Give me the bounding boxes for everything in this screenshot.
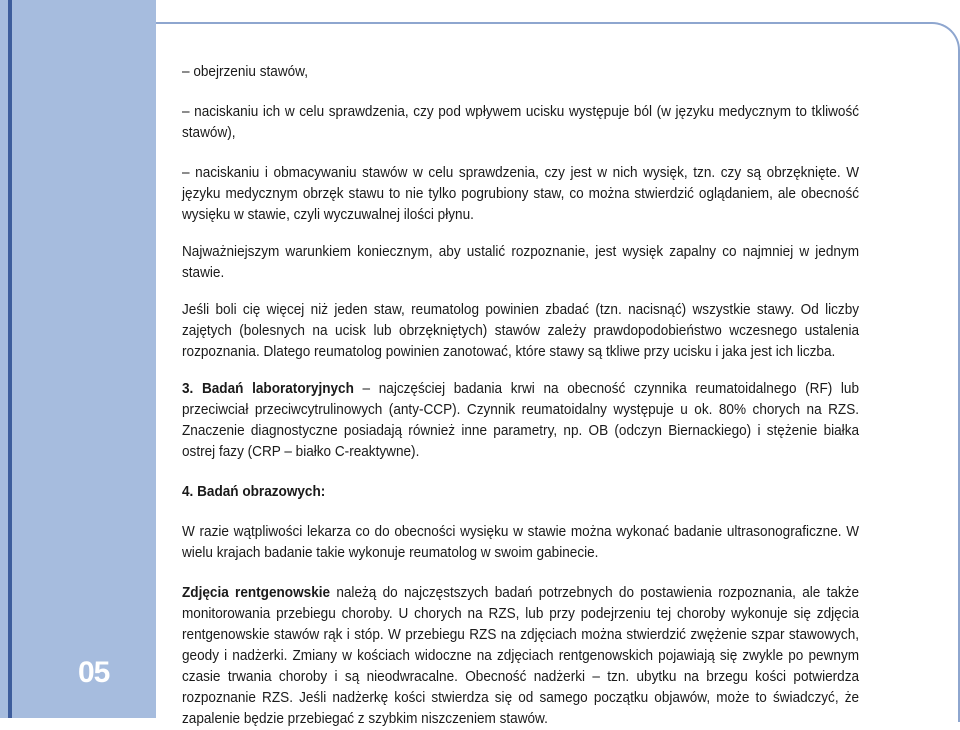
paragraph-key-condition: Najważniejszym warunkiem koniecznym, aby ustalić rozpoznanie, jest wysięk zapalny co najmniej w jednym stawie. xyxy=(182,244,860,281)
body-text xyxy=(182,62,859,730)
paragraph-xray xyxy=(182,583,859,730)
left-margin-band xyxy=(0,0,156,718)
list-item: – naciskaniu ich w celu sprawdzenia, czy pod wpływem ucisku występuje ból (w języku medycznym to tkliwość stawów), xyxy=(182,104,860,141)
paragraph-ultrasound: W razie wątpliwości lekarza co do obecności wysięku w stawie można wykonać badanie ultrasonograficzne. W wielu krajach badanie takie wykonuje reumatolog w swoim gabinecie. xyxy=(182,524,860,561)
list-item: – obejrzeniu stawów, xyxy=(182,64,309,80)
section-laboratory xyxy=(182,379,859,463)
list-item: – naciskaniu i obmacywaniu stawów w celu sprawdzenia, czy jest w nich wysięk, tzn. czy są obrzęknięte. W języku medycznym obrzęk stawu to nie tylko pogrubiony staw, co można stwierdzić oglądaniem, ale obecność wysięku w stawie, czyli wyczuwalnej ilości płynu. xyxy=(182,165,860,223)
section-heading-laboratory: 3. Badań laboratoryjnych xyxy=(182,381,354,397)
section-text-laboratory: – najczęściej badania krwi na obecność czynnika reumatoidalnego (RF) lub przeciwciał przeciwcytrulinowych (anty-CCP). Czynnik reumatoidalny występuje u ok. 80% chorych na RZS. Znaczenie diagnostyczne posiadają również inne parametry, np. OB (odczyn Biernackiego) i stężenie białka ostrej fazy (CRP – białko C-reaktywne). xyxy=(182,381,860,460)
paragraph-joint-count: Jeśli boli cię więcej niż jeden staw, reumatolog powinien zbadać (tzn. nacisnąć) wszystkie stawy. Od liczby zajętych (bolesnych na ucisk lub obrzękniętych) stawów zależy prawdopodobieństwo wczesnego ustalenia rozpoznania. Dlatego reumatolog powinien zanotować, które stawy są tkliwe przy ucisku i jaka jest ich liczba. xyxy=(182,302,860,360)
left-margin-stripe xyxy=(8,0,12,718)
section-heading-imaging xyxy=(182,482,859,503)
xray-text: należą do najczęstszych badań potrzebnych do postawienia rozpoznania, ale także monitorowania przebiegu choroby. U chorych na RZS, lub przy podejrzeniu tej choroby wykonuje się zdjęcia rentgenowskie stawów rąk i stóp. W przebiegu RZS na zdjęciach można stwierdzić zwężenie szpar stawowych, geody i nadżerki. Zmiany w kościach widoczne na zdjęciach rentgenowskich pojawiają się zwykle po pewnym czasie trwania choroby i są nieodwracalne. Obecność nadżerki – tzn. ubytku na brzegu kości potwierdza rozpoznanie RZS. Jeśli nadżerkę kości stwierdza się od samego początku objawów, może to świadczyć, że zapalenie będzie przebiegać z szybkim niszczeniem stawów. xyxy=(182,585,860,727)
xray-heading: Zdjęcia rentgenowskie xyxy=(182,585,331,601)
section-heading-imaging-label: 4. Badań obrazowych: xyxy=(182,484,326,500)
page-number: 05 xyxy=(78,656,110,689)
